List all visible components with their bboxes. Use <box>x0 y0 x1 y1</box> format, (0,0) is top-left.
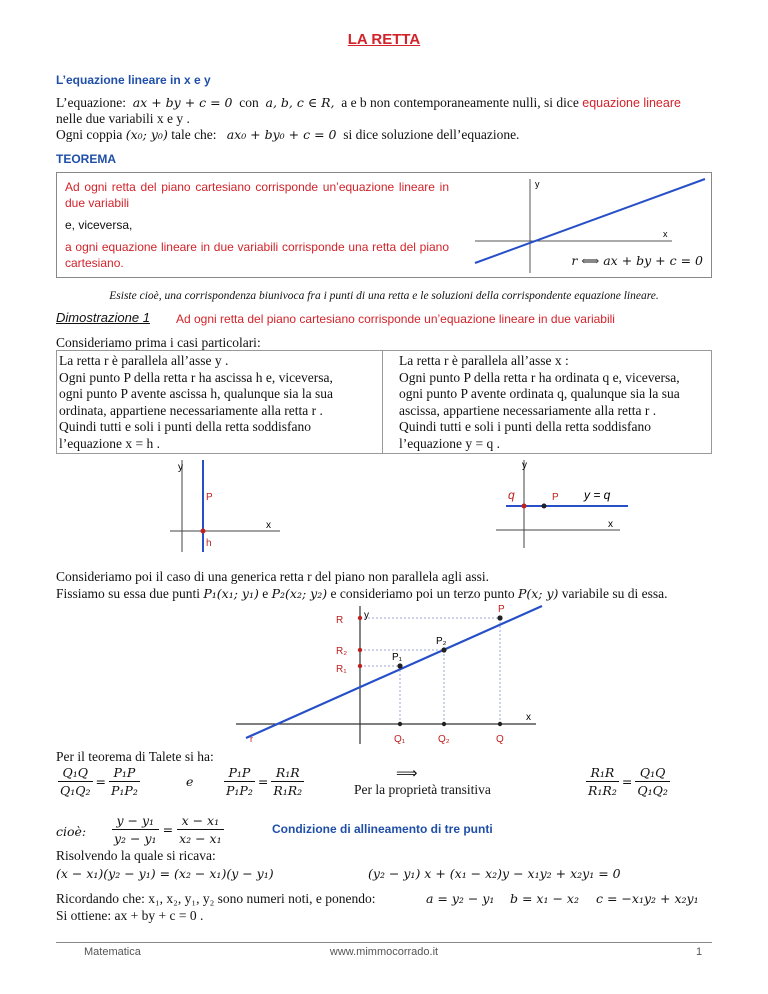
fraction-eq-1: $\frac{\text{Q₁Q}}{\text{Q₁Q₂}}$ = $\frac{\text{P₁P}}{\text{P₁P₂}}$ <box>60 765 138 798</box>
case-right-line: Quindi tutti e soli i punti della retta soddisfano <box>399 419 651 434</box>
case-right <box>399 353 680 452</box>
fraction-eq-3: $\frac{\text{R₁R}}{\text{R₁R₂}}$ = $\frac{\text{Q₁Q}}{\text{Q₁Q₂}}$ <box>588 765 668 798</box>
point-P <box>542 504 547 509</box>
ricordando-text: Ricordando che: x₁, x₂, y₁, y₂ sono numeri noti, e ponendo: <box>56 891 376 906</box>
coefficient-c: c = −x₁y₂ + x₂y₁ <box>596 891 699 906</box>
case-divider <box>382 351 383 453</box>
label-y: y <box>178 462 183 473</box>
paragraph-solution: Ogni coppia (x₀; y₀) tale che: ax₀ + by₀ + c = 0 si dice soluzione dell’equazione. <box>56 127 520 142</box>
label-P1: P₁ <box>392 652 403 663</box>
label-eq: y = q <box>584 488 611 502</box>
dimostrazione-title: Ad ogni retta del piano cartesiano corrisponde un’equazione lineare in due variabili <box>176 312 615 326</box>
dimostrazione-label: Dimostrazione 1 <box>56 310 150 325</box>
graph-y-label: y <box>535 179 540 189</box>
case-left-line: Quindi tutti e soli i punti della retta soddisfano <box>59 419 311 434</box>
label-Q1: Q₁ <box>394 734 406 744</box>
case-table <box>56 350 712 454</box>
paragraph-definition: L’equazione: ax + by + c = 0 con a, b, c ∈ R, a e b non contemporaneamente nulli, si dice equazione lineare <box>56 95 681 110</box>
footer-website: www.mimmocorrado.it <box>329 946 439 958</box>
label-x: x <box>526 712 531 723</box>
teorema-box <box>56 172 712 278</box>
section-heading: L’equazione lineare in x e y <box>56 73 211 87</box>
transitiva-note: Per la proprietà transitiva <box>354 782 491 797</box>
label-R1: R₁ <box>336 664 347 675</box>
equation-expanded-1: (x − x₁)(y₂ − y₁) = (x₂ − x₁)(y − y₁) <box>56 866 274 881</box>
cioe-label: cioè: <box>56 824 87 839</box>
teorema-graph-equation: r ⟺ ax + by + c = 0 <box>571 253 703 268</box>
label-P: P <box>498 604 505 615</box>
label-Q2: Q₂ <box>438 734 450 744</box>
equation-expanded-2: (y₂ − y₁) x + (x₁ − x₂)y − x₁y₂ + x₂y₁ = 0 <box>368 866 621 881</box>
line-r <box>246 606 542 738</box>
implies-arrow: ⟹ <box>396 766 418 782</box>
label-x: x <box>266 520 271 531</box>
teorema-line1: Ad ogni retta del piano cartesiano corrisponde un’equazione lineare in due variabili <box>65 180 449 210</box>
label-R2: R₂ <box>336 646 348 657</box>
connector-e: e <box>186 774 194 789</box>
fraction-eq-alignment: $\frac{\text{y − y₁}}{\text{y₂ − y₁}}$ = $\frac{\text{x − x₁}}{\text{x₂ − x₁}}$ <box>114 813 222 846</box>
teorema-line3: a ogni equazione lineare in due variabili corrisponde una retta del piano cartesiano. <box>65 240 449 270</box>
label-h: h <box>206 538 212 549</box>
graph-horizontal-line <box>496 456 636 552</box>
case-right-line: l’equazione y = q . <box>399 435 500 451</box>
teorema-line2: e, viceversa, <box>65 218 133 232</box>
case-left-line: La retta r è parallela all’asse y . <box>59 353 229 368</box>
paragraph-variables: nelle due variabili x e y . <box>56 111 190 126</box>
coefficient-a: a = y₂ − y₁ <box>426 891 495 906</box>
case-left-line: ordinata, appartiene necessariamente alla retta r . <box>59 402 323 418</box>
label-Q: Q <box>496 734 504 744</box>
coefficient-b: b = x₁ − x₂ <box>510 891 579 906</box>
label-x: x <box>608 519 613 530</box>
case-left-line: ogni punto P avente ascissa h, qualunque sia la sua <box>59 386 333 401</box>
footer-subject: Matematica <box>84 946 141 958</box>
case-right-line: Ogni punto P della retta r ha ordinata q e, viceversa, <box>399 369 680 385</box>
label-P2: P₂ <box>436 636 447 647</box>
label-q: q <box>508 488 515 502</box>
case-right-line: ascissa, appartiene necessariamente alla retta r . <box>399 402 657 418</box>
general-points: Fissiamo su essa due punti P₁(x₁; y₁) e P₂(x₂; y₂) e consideriamo poi un terzo punto P(x; y) variabile su di essa. <box>56 586 668 601</box>
line-r <box>475 179 705 263</box>
case-left-line: Ogni punto P della retta r ha ascissa h e, viceversa, <box>59 369 333 385</box>
teorema-label: TEOREMA <box>56 152 116 166</box>
case-right-line: ogni punto P avente ordinata q, qualunque sia la sua <box>399 386 680 401</box>
point-q <box>522 504 527 509</box>
case-left <box>59 353 333 452</box>
dimostrazione-intro: Consideriamo prima i casi particolari: <box>56 335 261 350</box>
label-R: R <box>336 615 344 626</box>
graph-vertical-line <box>170 456 290 552</box>
case-right-line: La retta r è parallela all’asse x : <box>399 353 569 368</box>
label-P: P <box>552 492 559 503</box>
label-P: P <box>206 492 213 503</box>
talete-intro: Per il teorema di Talete si ha: <box>56 749 214 764</box>
graph-general-line <box>236 604 556 744</box>
general-intro: Consideriamo poi il caso di una generica retta r del piano non parallela agli assi. <box>56 569 489 584</box>
teorema-text <box>65 179 449 271</box>
label-y: y <box>522 460 527 471</box>
risolvendo-text: Risolvendo la quale si ricava: <box>56 848 216 863</box>
label-r: r <box>250 734 253 744</box>
page-number: 1 <box>696 946 703 958</box>
final-equation: Si ottiene: ax + by + c = 0 . <box>56 908 204 923</box>
case-left-line: l’equazione x = h . <box>59 435 160 451</box>
alignment-condition: Condizione di allineamento di tre punti <box>272 822 493 836</box>
footer-rule <box>56 942 712 943</box>
graph-x-label: x <box>663 229 668 239</box>
line-points <box>397 615 502 726</box>
point-h <box>201 529 206 534</box>
label-y: y <box>364 610 369 621</box>
teorema-note: Esiste cioè, una corrispondenza biunivoca fra i punti di una retta e le soluzioni della corrispondente equazione lineare. <box>109 290 659 302</box>
fraction-eq-2: $\frac{\text{P₁P}}{\text{P₁P₂}}$ = $\frac{\text{R₁R}}{\text{R₁R₂}}$ <box>226 765 303 798</box>
page-title: LA RETTA <box>347 31 421 48</box>
